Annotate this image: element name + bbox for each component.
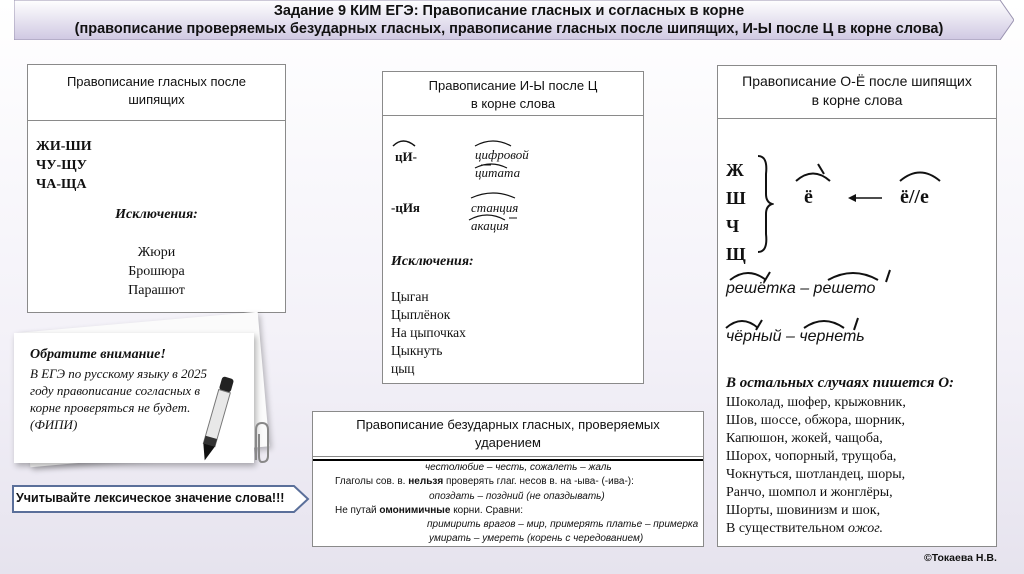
paperclip-icon [248,420,276,466]
example-word: цифровой [475,147,529,162]
banner-subtitle: (правописание проверяемых безударных гласных, правописание гласных после шипящих, И-Ы после Ц в корне слова) [74,21,944,37]
exceptions-list [391,288,466,378]
word-line: Шорты, шовинизм и шок, [726,503,881,518]
other-cases-list [726,394,906,538]
example-text: умирать – умереть (корень с чередованием) [429,533,644,544]
rule-text: корни. Сравни: [453,505,524,516]
i-y-after-ts-box [382,71,644,384]
exception-word: Цыган [391,289,429,304]
heading-line: Правописание безударных гласных, проверяемых [356,417,660,432]
letter: Ш [726,188,746,208]
rule-line [335,476,634,487]
word-line: Шов, шоссе, обжора, шорник, [726,413,906,428]
heading-line: шипящих [128,91,185,107]
note-body [30,365,220,433]
exceptions-title: Исключения: [391,254,474,269]
rule-line [335,505,523,516]
exception-word: На цыпочках [391,325,466,340]
word-line: Шоколад, шофер, крыжовник, [726,395,906,410]
exception-word: Парашют [128,283,185,298]
heading-line: ударением [475,434,541,450]
heading-line: Правописание И-Ы после Ц [428,78,598,93]
heading-line: Правописание О-Ё после шипящих [742,73,972,89]
example-word: акация [471,218,509,233]
vowels-after-sibilants-box [27,64,286,313]
example-line [429,491,605,502]
example-text: честолюбие – честь, сожалеть – жаль [425,462,612,473]
rule-label: -цИя [391,200,420,215]
exception-word: цыц [391,361,415,376]
marker-pen-icon [196,376,236,466]
banner-title: Задание 9 КИМ ЕГЭ: Правописание гласных и согласных в корне [273,3,745,19]
example-line [429,533,643,544]
title-banner [14,0,990,40]
exceptions-list [28,243,285,300]
last-line-prefix: В существительном [726,521,845,536]
box-heading [313,412,703,457]
letter: Щ [726,244,746,264]
letter: Ж [726,160,744,180]
heading-line: в корне слова [470,95,556,111]
word-line [726,520,906,538]
other-cases-title: В остальных случаях пишется О: [726,375,955,391]
rule-text: Не путай [335,505,377,516]
word-line: Шорох, чопорный, трущоба, [726,449,897,464]
example-line: чёрный – чернеть [726,328,865,345]
divider [313,459,703,461]
box-heading [28,65,285,121]
example-line [427,519,698,530]
lexical-meaning-callout [12,484,310,514]
example-line [425,462,612,473]
arrow-left-icon [848,192,884,204]
exception-word: Жюри [137,245,176,260]
unstressed-vowels-box [312,411,704,547]
copyright: ©Токаева Н.В. [924,552,997,564]
note-text: В ЕГЭ по русскому языку в 2025 году правописание согласных в корне проверяться не будет. [30,366,207,415]
word-line: Ранчо, шомпол и жонглёры, [726,485,893,500]
rule-bold: нельзя [408,476,444,487]
word-line: Капюшон, жокей, чащоба, [726,431,883,446]
rule-label: цИ- [395,149,417,164]
example-word: станция [471,200,519,215]
rule-bold: омонимичные [379,505,451,516]
example-text: примирить врагов – мир, примерять платье – примерка [427,519,699,530]
yo-letter: ё [804,186,813,208]
exception-word: Цыкнуть [391,343,443,358]
letter: Ч [726,216,740,236]
note-title: Обратите внимание! [30,347,166,362]
exceptions-title: Исключения: [115,207,198,222]
rule-text: Глаголы сов. в. [335,476,406,487]
example-word: цитата [475,165,521,180]
rule-text: проверять глаг. несов в. на -ыва- (-ива-): [445,476,634,487]
heading-line: Правописание гласных после [66,74,247,89]
rule-item: ЧА-ЩА [36,177,87,192]
yo-e-letters: ё//е [900,186,929,208]
last-line-word: ожог. [847,521,884,536]
stress-arc-marks [718,66,998,366]
example-line: решётка – решето [726,280,876,297]
o-yo-after-sibilants-box [717,65,997,547]
exception-word: Цыплёнок [391,307,451,322]
rules-list [36,137,92,194]
callout-text: Учитывайте лексическое значение слова!!! [16,491,285,505]
note-source: (ФИПИ) [30,417,78,432]
word-line: Чокнуться, шотландец, шоры, [726,467,906,482]
example-text: опоздать – поздний (не опаздывать) [429,491,605,502]
rule-item: ЧУ-ЩУ [36,158,87,173]
rule-item: ЖИ-ШИ [36,139,92,154]
exception-word: Брошюра [128,264,185,279]
heading-line: в корне слова [811,91,903,108]
